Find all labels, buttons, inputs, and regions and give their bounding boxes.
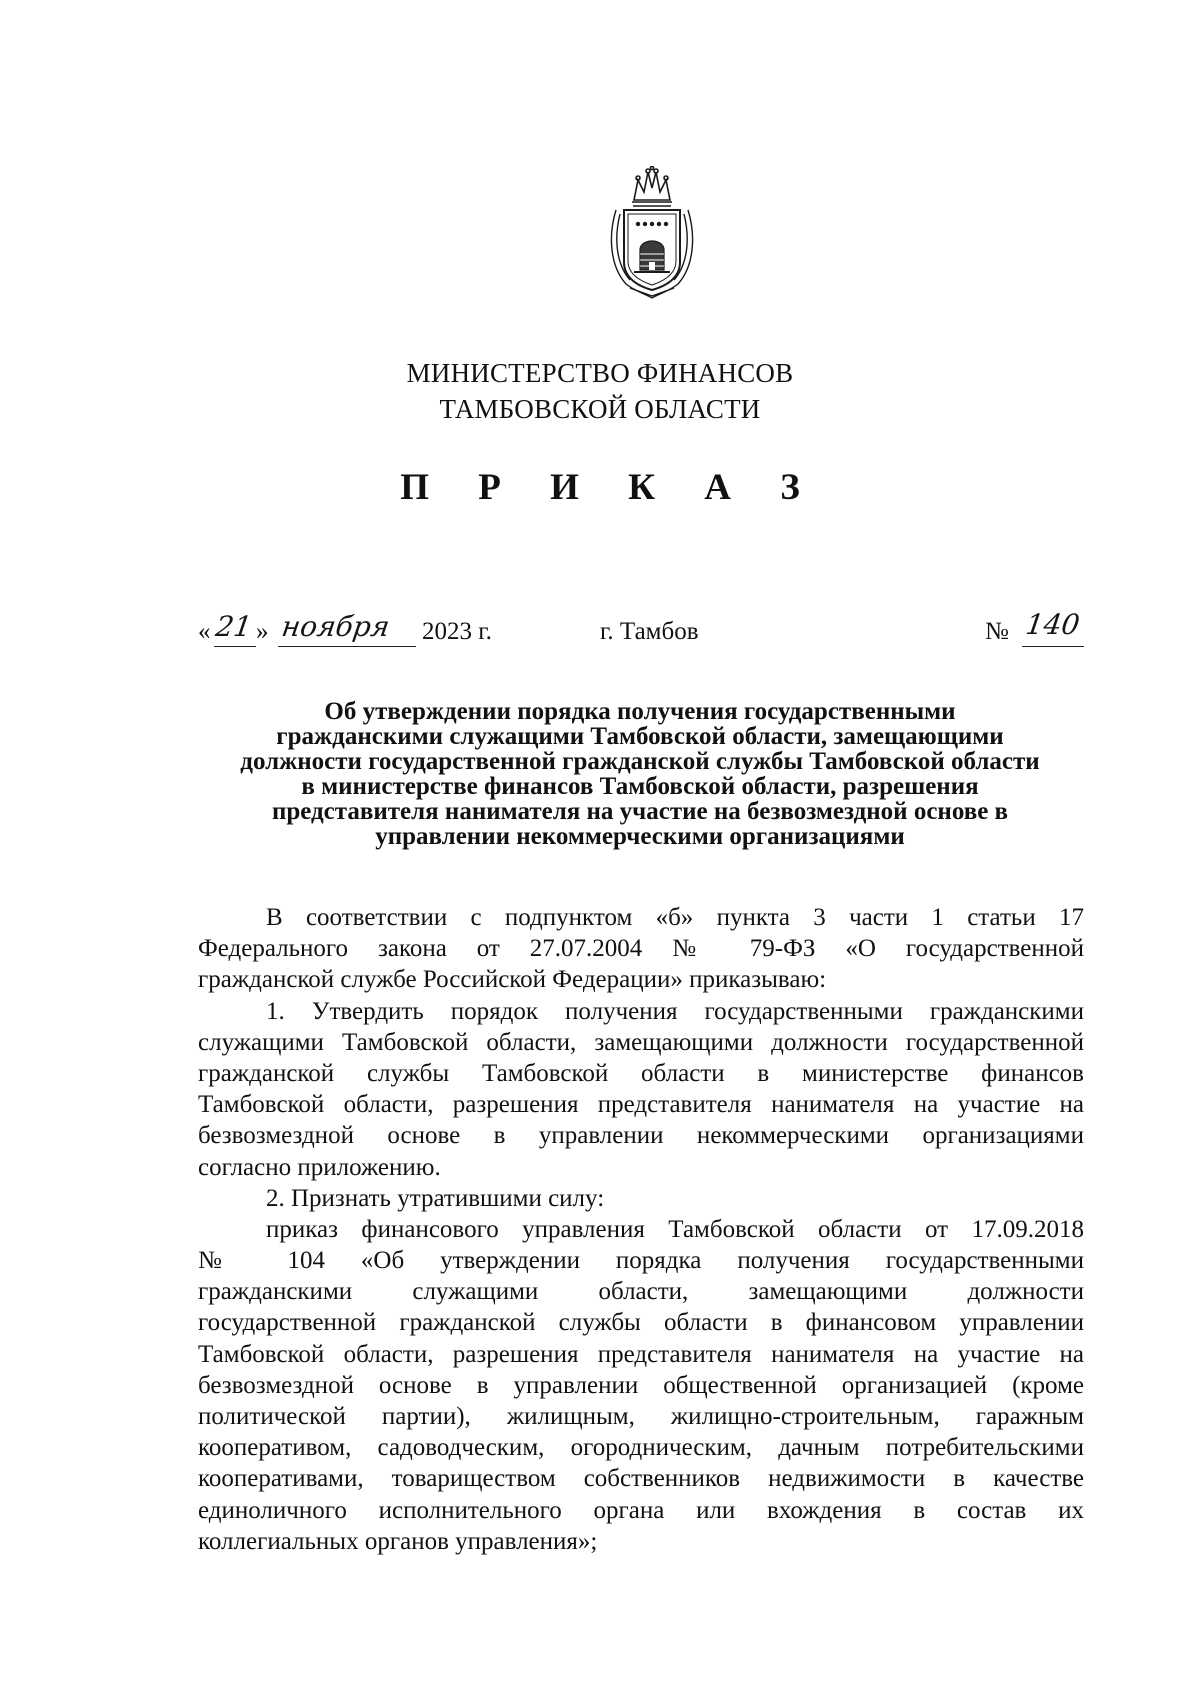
- date-day-handwritten: 21: [213, 610, 254, 643]
- body-line: кооперативами, товариществом собственников недвижимости в качестве: [198, 1465, 1084, 1493]
- title-line: в министерстве финансов Тамбовской области, разрешения: [301, 773, 979, 800]
- body-line: В соответствии с подпунктом «б» пункта 3 части 1 статьи 17: [266, 904, 1084, 931]
- document-type-heading: П Р И К А З: [400, 467, 820, 508]
- body-line: Тамбовской области, разрешения представителя нанимателя на участие на: [198, 1091, 1084, 1119]
- body-line: служащими Тамбовской области, замещающими должности государственной: [198, 1028, 1084, 1056]
- body-line: государственной гражданской службы области в финансовом управлении: [198, 1309, 1084, 1337]
- date-month-underline: [278, 646, 416, 647]
- body-line: безвозмездной основе в управлении общественной организацией (кроме: [198, 1371, 1084, 1399]
- document-number-underline: [1022, 646, 1084, 647]
- body-line: гражданскими служащими области, замещающими должности: [198, 1278, 1084, 1306]
- body-line: коллегиальных органов управления»;: [198, 1527, 598, 1555]
- body-line: 1. Утвердить порядок получения государственными гражданскими: [266, 997, 1084, 1025]
- coat-of-arms-emblem: [604, 166, 700, 300]
- title-line: представителя нанимателя на участие на безвозмездной основе в: [271, 798, 1009, 825]
- body-line: безвозмездной основе в управлении некоммерческими организациями: [198, 1122, 1084, 1150]
- body-line: Федерального закона от 27.07.2004 № 79-ФЗ «О государственной: [198, 935, 1084, 963]
- title-line: гражданскими служащими Тамбовской области, замещающими: [276, 723, 1004, 750]
- body-line: 2. Признать утратившими силу:: [266, 1184, 605, 1212]
- title-line: должности государственной гражданской службы Тамбовской области: [240, 748, 1040, 775]
- date-number-line: [0, 610, 1200, 650]
- number-sign: №: [985, 618, 1009, 645]
- date-day-underline: [214, 646, 256, 647]
- city-name: г. Тамбов: [600, 618, 699, 645]
- body-line: политической партии), жилищным, жилищно-строительным, гаражным: [198, 1403, 1084, 1430]
- body-line: согласно приложению.: [198, 1153, 441, 1181]
- document-body: [198, 902, 1084, 1557]
- ministry-name-line1: МИНИСТЕРСТВО ФИНАНСОВ: [406, 358, 794, 388]
- date-month-handwritten: ноября: [279, 610, 392, 643]
- body-line: единоличного исполнительного органа или вхождения в состав их: [198, 1496, 1084, 1524]
- body-line: гражданской службе Российской Федерации» приказываю:: [198, 966, 827, 994]
- body-line: Тамбовской области, разрешения представителя нанимателя на участие на: [198, 1340, 1084, 1368]
- body-line: № 104 «Об утверждении порядка получения государственными: [198, 1247, 1084, 1275]
- date-open-quote: «: [198, 618, 211, 645]
- body-line: приказ финансового управления Тамбовской области от 17.09.2018: [266, 1215, 1084, 1243]
- ministry-name-line2: ТАМБОВСКОЙ ОБЛАСТИ: [439, 394, 761, 424]
- document-number-handwritten: 140: [1023, 608, 1082, 641]
- body-line: гражданской службы Тамбовской области в министерстве финансов: [198, 1059, 1084, 1087]
- body-line: кооперативом, садоводческим, огородническим, дачным потребительскими: [198, 1434, 1084, 1462]
- title-line: управлении некоммерческими организациями: [375, 823, 905, 850]
- date-year: 2023 г.: [422, 618, 492, 645]
- date-close-quote: »: [256, 618, 269, 645]
- title-line: Об утверждении порядка получения государственными: [324, 698, 956, 725]
